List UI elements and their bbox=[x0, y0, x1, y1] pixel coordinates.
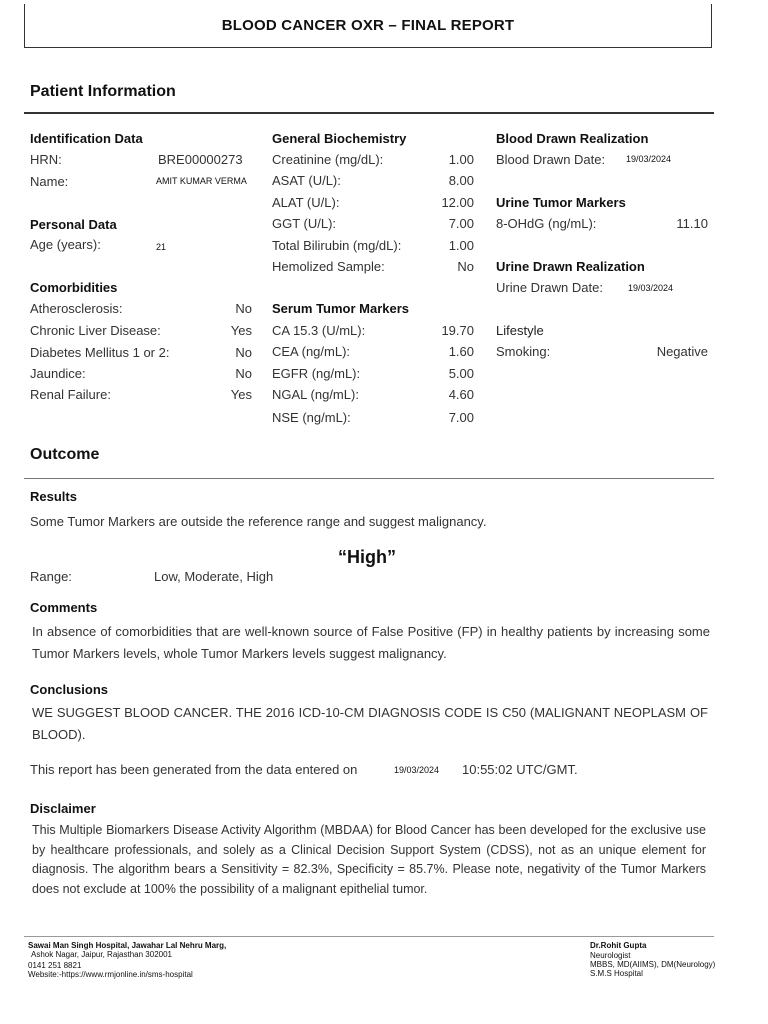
comorbidity-label: Atherosclerosis: bbox=[30, 301, 123, 316]
conclusions-heading: Conclusions bbox=[30, 682, 109, 697]
comorbidity-label: Jaundice: bbox=[30, 366, 86, 381]
patient-info-heading: Patient Information bbox=[30, 83, 176, 100]
divider bbox=[24, 112, 714, 114]
age-label: Age (years): bbox=[30, 237, 101, 252]
report-title-box bbox=[24, 4, 712, 48]
smoking-label: Smoking: bbox=[496, 344, 551, 359]
conclusions-text: WE SUGGEST BLOOD CANCER. THE 2016 ICD-10-CM DIAGNOSIS CODE IS C50 (MALIGNANT NEOPLASM OF BLOOD). bbox=[32, 705, 708, 742]
comorbidity-label: Chronic Liver Disease: bbox=[30, 323, 161, 338]
biochem-value: 1.00 bbox=[448, 238, 474, 253]
name-value: AMIT KUMAR VERMA bbox=[156, 176, 247, 186]
serum-marker-value: 4.60 bbox=[448, 387, 474, 402]
hrn-value: BRE00000273 bbox=[158, 152, 243, 167]
generated-prefix: This report has been generated from the data entered on bbox=[30, 762, 358, 777]
range-label: Range: bbox=[30, 569, 72, 584]
footer-degrees: MBBS, MD(AIIMS), DM(Neurology) bbox=[590, 960, 716, 969]
biochem-value: 12.00 bbox=[441, 195, 474, 210]
disclaimer-text: This Multiple Biomarkers Disease Activity Algorithm (MBDAA) for Blood Cancer has been developed for the exclusive use by healthcare professionals, and solely as a Clinical Decision Support System (CDSS), not as an unique element for diagnosis. The algorithm bears a Sensitivity = 82.3%, Specificity = 85.7%. Please note, negativity of the Tumor Markers does not exclude at 100% the possibility of a malignant epithelial tumor. bbox=[32, 823, 706, 896]
hrn-label: HRN: bbox=[30, 152, 62, 167]
serum-marker-label: NSE (ng/mL): bbox=[272, 410, 351, 425]
results-heading: Results bbox=[30, 489, 77, 504]
biochem-label: ASAT (U/L): bbox=[272, 173, 341, 188]
results-text: Some Tumor Markers are outside the reference range and suggest malignancy. bbox=[30, 514, 487, 529]
blood-drawn-label: Blood Drawn Date: bbox=[496, 152, 606, 167]
comorbidity-value: No bbox=[235, 366, 252, 381]
lifestyle-heading: Lifestyle bbox=[496, 323, 544, 338]
comorbidity-label: Diabetes Mellitus 1 or 2: bbox=[30, 345, 170, 360]
smoking-value: Negative bbox=[656, 344, 708, 359]
risk-level: “High” bbox=[338, 547, 396, 567]
footer-website[interactable]: Website:-https://www.rmjonline.in/sms-hospital bbox=[28, 970, 193, 979]
comorbidity-value: Yes bbox=[230, 387, 252, 402]
divider bbox=[24, 478, 714, 479]
urine-marker-label: 8-OHdG (ng/mL): bbox=[496, 216, 597, 231]
footer-specialty: Neurologist bbox=[590, 951, 631, 960]
biochem-label: Total Bilirubin (mg/dL): bbox=[272, 238, 402, 253]
blood-drawn-heading: Blood Drawn Realization bbox=[496, 131, 649, 146]
serum-marker-label: NGAL (ng/mL): bbox=[272, 387, 359, 402]
comorbidity-value: No bbox=[235, 345, 252, 360]
generated-time: 10:55:02 UTC/GMT. bbox=[462, 762, 578, 777]
serum-marker-label: CA 15.3 (U/mL): bbox=[272, 323, 366, 338]
outcome-heading: Outcome bbox=[30, 446, 100, 463]
comments-heading: Comments bbox=[30, 600, 98, 615]
footer-hospital: Sawai Man Singh Hospital, Jawahar Lal Nehru Marg, bbox=[28, 941, 227, 950]
generated-date: 19/03/2024 bbox=[394, 765, 440, 775]
serum-markers-heading: Serum Tumor Markers bbox=[272, 301, 410, 316]
footer-address: Ashok Nagar, Jaipur, Rajasthan 302001 bbox=[31, 950, 172, 959]
biochem-value: 1.00 bbox=[448, 152, 474, 167]
urine-drawn-date: 19/03/2024 bbox=[628, 283, 674, 293]
comorbidity-label: Renal Failure: bbox=[30, 387, 111, 402]
biochem-value: No bbox=[457, 259, 474, 274]
urine-markers-heading: Urine Tumor Markers bbox=[496, 195, 626, 210]
urine-drawn-label: Urine Drawn Date: bbox=[496, 280, 603, 295]
urine-drawn-heading: Urine Drawn Realization bbox=[496, 259, 645, 274]
serum-marker-label: EGFR (ng/mL): bbox=[272, 366, 361, 381]
name-label: Name: bbox=[30, 174, 69, 189]
blood-drawn-date: 19/03/2024 bbox=[626, 154, 672, 164]
biochem-value: 8.00 bbox=[448, 173, 474, 188]
urine-marker-value: 11.10 bbox=[676, 216, 708, 231]
age-value: 21 bbox=[156, 242, 167, 252]
biochem-value: 7.00 bbox=[448, 216, 474, 231]
comorbidity-value: No bbox=[235, 301, 252, 316]
comorbidities-heading: Comorbidities bbox=[30, 280, 118, 295]
serum-marker-value: 7.00 bbox=[448, 410, 474, 425]
comments-text: In absence of comorbidities that are well-known source of False Positive (FP) in healthy patients by increasing some Tumor Markers levels, whole Tumor Markers levels suggest malignancy. bbox=[32, 624, 710, 661]
footer-divider bbox=[24, 936, 714, 937]
footer-hospital-short: S.M.S Hospital bbox=[590, 969, 643, 978]
biochem-label: Hemolized Sample: bbox=[272, 259, 385, 274]
serum-marker-value: 19.70 bbox=[441, 323, 474, 338]
biochem-label: GGT (U/L): bbox=[272, 216, 337, 231]
report-title: BLOOD CANCER OXR – FINAL REPORT bbox=[221, 17, 515, 34]
disclaimer-heading: Disclaimer bbox=[30, 801, 96, 816]
footer-phone: 0141 251 8821 bbox=[28, 961, 82, 970]
comorbidity-value: Yes bbox=[230, 323, 252, 338]
personal-heading: Personal Data bbox=[30, 217, 117, 232]
footer-doctor: Dr.Rohit Gupta bbox=[590, 941, 647, 950]
biochem-label: ALAT (U/L): bbox=[272, 195, 340, 210]
serum-marker-label: CEA (ng/mL): bbox=[272, 344, 351, 359]
serum-marker-value: 5.00 bbox=[448, 366, 474, 381]
biochemistry-heading: General Biochemistry bbox=[272, 131, 407, 146]
identification-heading: Identification Data bbox=[30, 131, 143, 146]
range-value: Low, Moderate, High bbox=[154, 569, 274, 584]
serum-marker-value: 1.60 bbox=[448, 344, 474, 359]
biochem-label: Creatinine (mg/dL): bbox=[272, 152, 384, 167]
